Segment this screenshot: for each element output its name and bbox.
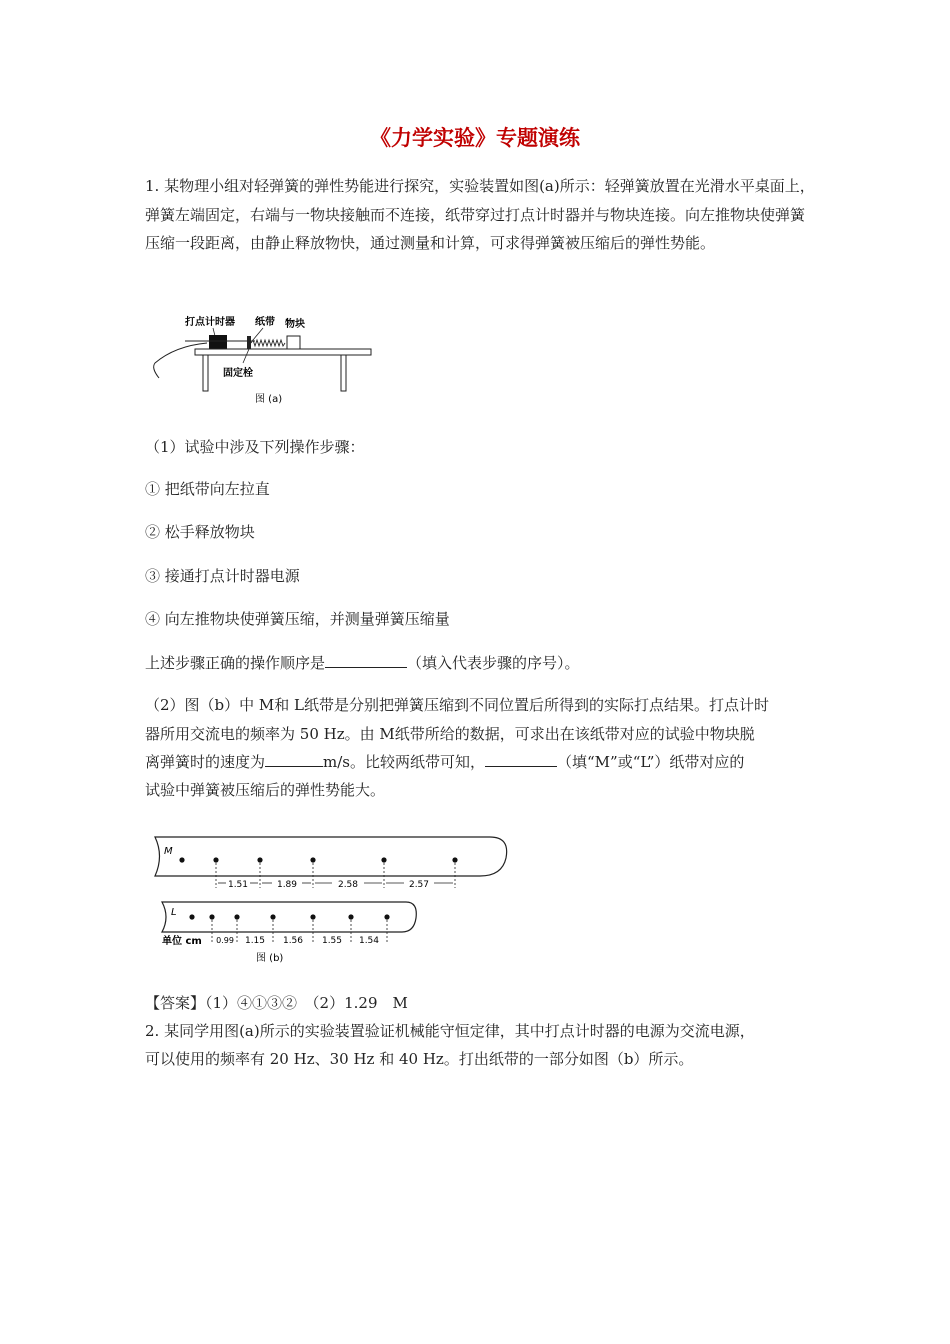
- fig-b-m-gap-1: 1.51: [227, 880, 249, 890]
- fig-b-l-gap-2: 1.15: [244, 936, 266, 946]
- answer-blank-1[interactable]: [325, 653, 407, 668]
- fig-b-l-gap-5: 1.54: [358, 936, 380, 946]
- fig-b-label-l: L: [171, 907, 177, 918]
- fig-a-caption: 图 (a): [255, 394, 283, 405]
- fig-b-l-gap-1: 0.99: [216, 936, 234, 945]
- part-2-line-3c: （填“M”或“L”）纸带对应的: [557, 753, 745, 771]
- fig-a-label-timer: 打点计时器: [185, 317, 235, 328]
- step-1: ① 把纸带向左拉直: [145, 480, 270, 498]
- question-1-stem: 1. 某物理小组对轻弹簧的弹性势能进行探究，实验装置如图(a)所示：轻弹簧放置在光滑水平桌面上，弹簧左端固定，右端与一物块接触而不连接，纸带穿过打点计时器并与物块连接。向左推物块使弹簧压缩一段距离，由静止释放物快，通过测量和计算，可求得弹簧被压缩后的弹性势能。: [145, 177, 815, 252]
- fig-b-m-gap-4: 2.57: [408, 880, 430, 890]
- part-1-question: [145, 652, 580, 673]
- part-2-line-1: （2）图（b）中 M和 L纸带是分别把弹簧压缩到不同位置后所得到的实际打点结果。打点计时: [145, 696, 770, 714]
- answer-line: 【答案】（1）④①③② （2）1.29 M: [145, 994, 408, 1012]
- fig-a-label-peg: 固定栓: [223, 368, 253, 379]
- part-2-line-3a: 离弹簧时的速度为: [145, 753, 266, 771]
- part-2-line-2: 器所用交流电的频率为 50 Hz。由 M纸带所给的数据，可求出在该纸带对应的试验中物块脱: [145, 725, 755, 743]
- fig-a-label-tape: 纸带: [255, 317, 275, 328]
- fig-b-m-gap-2: 1.89: [276, 880, 298, 890]
- figure-b-tapes: [150, 832, 520, 972]
- part-2-line-3: [145, 751, 744, 772]
- part-2-line-4: 试验中弹簧被压缩后的弹性势能大。: [145, 781, 386, 799]
- answer-blank-3[interactable]: [485, 752, 557, 767]
- step-3: ③ 接通打点计时器电源: [145, 567, 300, 585]
- document-title: 《力学实验》专题演练: [370, 126, 580, 150]
- part-2-line-3b: m/s。比较两纸带可知，: [323, 753, 485, 771]
- fig-b-caption: 图 (b): [256, 953, 284, 964]
- fig-b-unit: 单位 cm: [162, 936, 202, 947]
- answer-blank-2[interactable]: [265, 752, 323, 767]
- part-1-intro: （1）试验中涉及下列操作步骤：: [145, 438, 365, 456]
- step-4: ④ 向左推物块使弹簧压缩，并测量弹簧压缩量: [145, 610, 450, 628]
- part-1-question-before: 上述步骤正确的操作顺序是: [145, 654, 326, 672]
- fig-b-label-m: M: [164, 846, 173, 857]
- fig-b-l-gap-4: 1.55: [321, 936, 343, 946]
- fig-a-label-block: 物块: [285, 319, 305, 330]
- part-1-question-after: （填入代表步骤的序号）。: [407, 654, 580, 672]
- question-2-line-1: 2. 某同学用图(a)所示的实验装置验证机械能守恒定律，其中打点计时器的电源为交流电源，: [145, 1022, 755, 1040]
- fig-b-m-gap-3: 2.58: [337, 880, 359, 890]
- step-2: ② 松手释放物块: [145, 523, 255, 541]
- fig-b-l-gap-3: 1.56: [282, 936, 304, 946]
- figure-a-apparatus: [145, 308, 385, 408]
- question-2-line-2: 可以使用的频率有 20 Hz、30 Hz 和 40 Hz。打出纸带的一部分如图（b）所示。: [145, 1050, 694, 1068]
